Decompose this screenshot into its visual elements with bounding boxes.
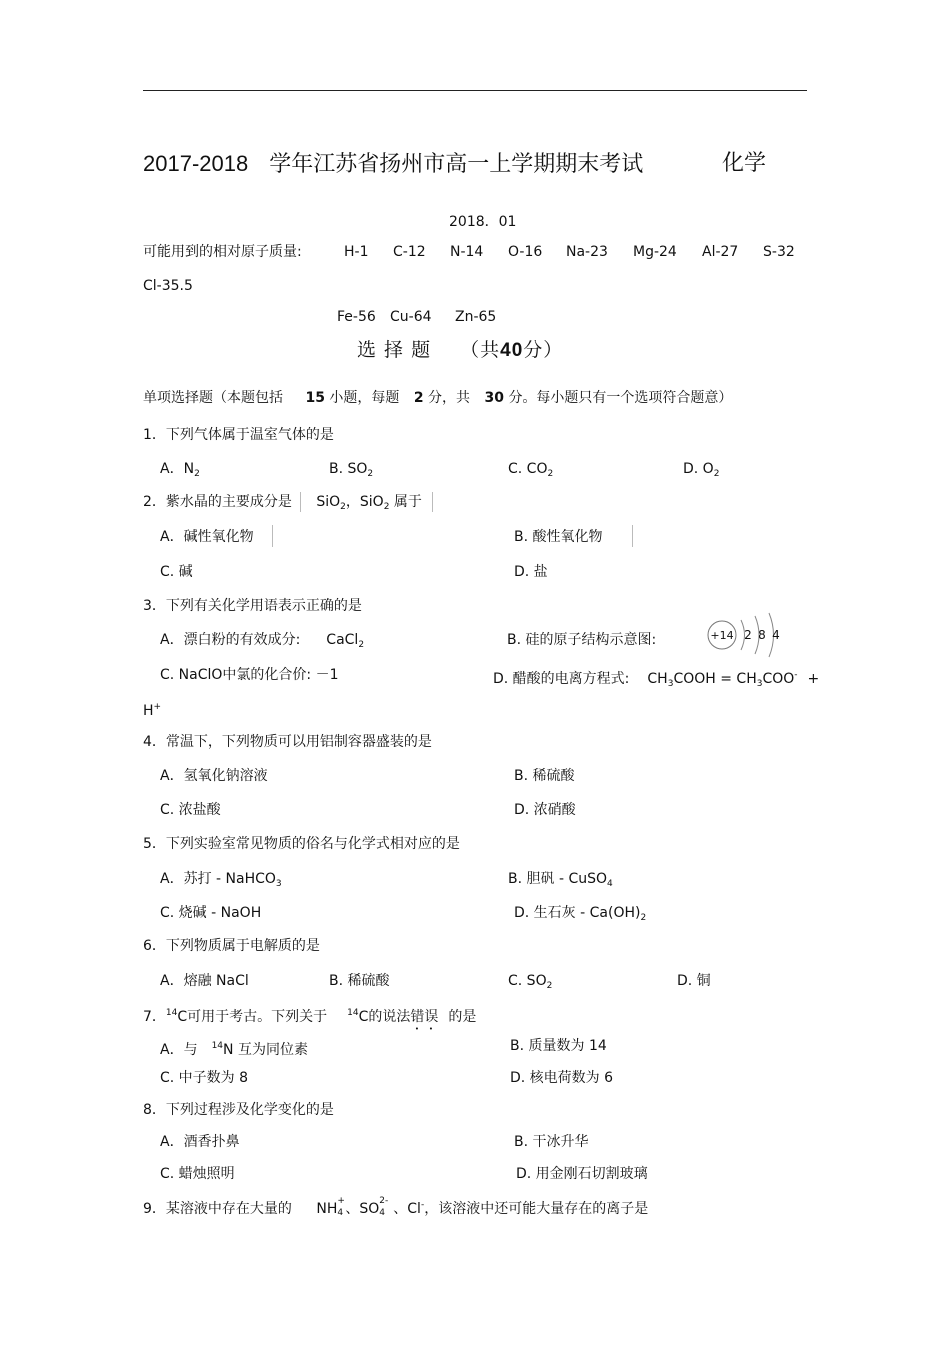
q8-option-d: D. 用金刚石切割玻璃 [516,1166,648,1182]
silicon-atom-diagram [704,610,784,660]
q1-option-d: D. $O_2$ [683,461,720,479]
scan-divider [432,492,433,512]
instr-total: 30 [484,390,504,406]
q2-option-c: C. 碱 [160,564,193,580]
mass-na: Na-23 [566,244,608,260]
exam-title [143,150,643,179]
mass-cl: Cl-35.5 [143,278,193,294]
q8-option-c: C. 蜡烛照明 [160,1166,235,1182]
q2-option-d: D. 盐 [514,564,548,580]
scan-divider [632,525,633,547]
shell-electrons-2: 8 [758,628,766,642]
scan-divider [272,525,273,547]
exam-date: 2018．01 [449,214,517,230]
instr-a: 单项选择题（本题包括 [143,390,283,406]
q1-option-c: C. $CO_2$ [508,461,554,479]
q7-emphasis: 错误 [410,1009,439,1025]
q8-option-a: A．酒香扑鼻 [160,1134,240,1150]
q5-option-d: D. 生石灰 - $Ca(OH)_2$ [514,905,647,923]
q5-option-c: C. 烧碱 - NaOH [160,905,262,921]
q2-stem: 2．紫水晶的主要成分是 SiO$_2$，SiO$_2$ 属于 [143,494,422,512]
q2-option-b: B. 酸性氧化物 [514,529,603,545]
title-years: 2017-2018 [143,151,249,176]
q6-stem: 6．下列物质属于电解质的是 [143,938,320,954]
q3-stem: 3．下列有关化学用语表示正确的是 [143,598,362,614]
header-rule [143,90,807,91]
mass-o: O-16 [508,244,543,260]
q7-option-c: C. 中子数为 8 [160,1070,249,1086]
mass-al: Al-27 [702,244,739,260]
q3-option-d-continued: H+ [143,702,162,719]
q7-stem: 7．$^{14}$C可用于考古。下列关于 $^{14}$C的说法错误 的是 [143,1008,477,1025]
q3-option-c: C. NaClO中氯的化合价: －1 [160,667,339,683]
mass-mg: Mg-24 [633,244,677,260]
q4-option-c: C. 浓盐酸 [160,802,221,818]
mass-cu: Cu-64 [390,309,432,325]
q6-option-b: B. 稀硫酸 [329,973,390,989]
instructions [143,389,732,407]
section-title: 选 择 题 [357,339,432,361]
mass-s: S-32 [763,244,795,260]
instr-e: 分，共 [428,390,471,406]
q4-option-a: A．氢氧化钠溶液 [160,768,268,784]
q6-option-a: A．熔融 NaCl [160,973,249,989]
section-paren-close: 分） [523,339,564,361]
q2-option-a: A．碱性氧化物 [160,529,254,545]
title-main: 学年江苏省扬州市高一上学期期末考试 [269,152,644,177]
mass-fe: Fe-56 [337,309,376,325]
shell-electrons-3: 4 [772,628,780,642]
q8-option-b: B. 干冰升华 [514,1134,589,1150]
nucleus-charge: +14 [710,629,734,642]
instr-count: 15 [305,390,325,406]
q7-option-a: A．与 $^{14}$N 互为同位素 [160,1041,308,1058]
section-points: 40 [500,340,524,361]
mass-c: C-12 [393,244,426,260]
q7-option-d: D. 核电荷数为 6 [510,1070,614,1086]
title-subject: 化学 [722,151,767,176]
q3-option-d: D. 醋酸的电离方程式: $CH_3COOH = CH_3COO^-$ + [493,670,820,689]
q3-option-a: A．漂白粉的有效成分: CaCl$_2$ [160,632,365,650]
instr-points-each: 2 [413,390,424,406]
q1-option-b: B. $SO_2$ [329,461,374,479]
q7-option-b: B. 质量数为 14 [510,1038,607,1054]
q1-stem: 1．下列气体属于温室气体的是 [143,427,334,443]
masses-label: 可能用到的相对原子质量: [143,244,302,260]
shell-electrons-1: 2 [744,628,752,642]
q5-option-a: A．苏打 - NaHCO$_3$ [160,871,282,889]
instr-g: 分。每小题只有一个选项符合题意） [508,390,733,406]
instr-c: 小题，每题 [329,390,400,406]
q4-stem: 4．常温下，下列物质可以用铝制容器盛装的是 [143,734,432,750]
section-paren-open: （共 [460,339,501,361]
scan-divider [300,492,301,512]
mass-n: N-14 [450,244,484,260]
q5-option-b: B. 胆矾 - CuSO$_4$ [508,871,613,889]
mass-zn: Zn-65 [455,309,497,325]
q8-stem: 8．下列过程涉及化学变化的是 [143,1102,334,1118]
q5-stem: 5．下列实验室常见物质的俗名与化学式相对应的是 [143,836,460,852]
mass-h: H-1 [344,244,369,260]
q3-option-b: B. 硅的原子结构示意图: [507,632,657,648]
q6-option-d: D. 铜 [677,973,711,989]
q9-stem: 9．某溶液中存在大量的 NH + 4 、SO 2- 4 、Cl-，该溶液中还可能大量存在的离子是 [143,1196,649,1218]
section-heading [357,338,563,363]
q6-option-c: C. $SO_2$ [508,973,553,991]
q4-option-d: D. 浓硝酸 [514,802,576,818]
q1-option-a: A．$N_2$ [160,461,200,479]
q4-option-b: B. 稀硫酸 [514,768,575,784]
